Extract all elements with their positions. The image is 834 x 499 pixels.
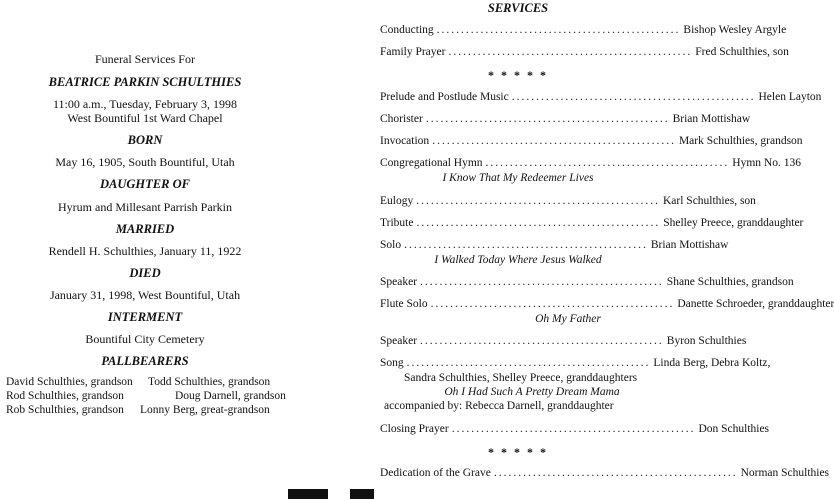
- leader-dots: ..................................................: [425, 113, 670, 125]
- service-place: West Bountiful 1st Ward Chapel: [67, 111, 223, 125]
- item-value: Fred Schulthies, son: [695, 46, 789, 58]
- item-value: Brian Mottishaw: [650, 239, 729, 251]
- leader-dots: ..................................................: [432, 135, 676, 147]
- leader-dots: ..................................................: [420, 335, 664, 347]
- item-label: Chorister: [380, 113, 423, 125]
- leader-dots: ..................................................: [451, 423, 696, 435]
- song-performers: Sandra Schulthies, Shelley Preece, granddaughters: [404, 372, 638, 384]
- scan-artifact: [350, 489, 374, 499]
- item-value: Don Schulthies: [698, 423, 770, 435]
- parents-text: Hyrum and Millesant Parrish Parkin: [58, 200, 232, 214]
- star-divider: * * * * *: [488, 68, 548, 82]
- item-value: Norman Schulthies: [740, 467, 830, 479]
- item-label: Closing Prayer: [380, 423, 449, 435]
- program-item-chorister: [380, 113, 751, 125]
- item-value: Hymn No. 136: [732, 157, 801, 169]
- leader-dots: ..................................................: [511, 91, 756, 103]
- leader-dots: ..................................................: [406, 357, 651, 369]
- program-item-closing-prayer: [380, 423, 770, 435]
- program-item-hymn: [380, 157, 801, 169]
- program-item-speaker: [380, 335, 747, 347]
- born-text: May 16, 1905, South Bountiful, Utah: [55, 155, 235, 169]
- leader-dots: ..................................................: [416, 195, 660, 207]
- item-label: Eulogy: [380, 195, 414, 207]
- leader-dots: ..................................................: [485, 157, 730, 169]
- pallbearer: Rod Schulthies, grandson: [6, 390, 124, 402]
- leader-dots: ..................................................: [493, 467, 738, 479]
- scan-artifact: [288, 489, 328, 499]
- program-item-speaker: [380, 276, 794, 288]
- item-value: Byron Schulthies: [666, 335, 747, 347]
- song-title: Oh I Had Such A Pretty Dream Mama: [444, 386, 620, 398]
- program-item-solo: [380, 239, 729, 251]
- program-item-conducting: [380, 24, 787, 36]
- item-value: Brian Mottishaw: [672, 113, 751, 125]
- leader-dots: ..................................................: [430, 298, 675, 310]
- leader-dots: ..................................................: [448, 46, 693, 58]
- program-item-dedication: [380, 467, 830, 479]
- item-value: Karl Schulthies, son: [662, 195, 756, 207]
- interment-text: Bountiful City Cemetery: [85, 332, 205, 346]
- item-value: Shelley Preece, granddaughter: [663, 217, 804, 229]
- services-heading: SERVICES: [487, 1, 549, 15]
- pallbearer: David Schulthies, grandson: [6, 376, 133, 388]
- intro-text: Funeral Services For: [95, 52, 195, 66]
- item-label: Dedication of the Grave: [380, 467, 491, 479]
- program-item-tribute: [380, 217, 804, 229]
- leader-dots: ..................................................: [436, 24, 681, 36]
- song-accompanist: accompanied by: Rebecca Darnell, granddaughter: [384, 400, 614, 412]
- item-label: Speaker: [380, 335, 418, 347]
- deceased-name: BEATRICE PARKIN SCHULTHIES: [48, 75, 242, 89]
- item-value: Danette Schroeder, granddaughter: [677, 298, 834, 310]
- leader-dots: ..................................................: [416, 217, 661, 229]
- pallbearer: Todd Schulthies, grandson: [148, 376, 271, 388]
- item-label: Speaker: [380, 276, 418, 288]
- item-label: Invocation: [380, 135, 430, 147]
- married-heading: MARRIED: [115, 222, 175, 236]
- pallbearer: Rob Schulthies, grandson: [6, 404, 124, 416]
- daughter-of-heading: DAUGHTER OF: [100, 177, 190, 191]
- item-label: Family Prayer: [380, 46, 446, 58]
- item-value: Mark Schulthies, grandson: [678, 135, 803, 147]
- flute-title: Oh My Father: [535, 313, 601, 325]
- program-item-invocation: [380, 135, 803, 147]
- item-label: Conducting: [380, 24, 434, 36]
- program-item-family-prayer: [380, 46, 789, 58]
- program-item-song: [380, 357, 771, 369]
- hymn-title: I Know That My Redeemer Lives: [442, 172, 594, 184]
- star-divider: * * * * *: [488, 445, 548, 459]
- pallbearers-heading: PALLBEARERS: [101, 354, 189, 368]
- item-label: Prelude and Postlude Music: [380, 91, 509, 103]
- died-heading: DIED: [129, 266, 161, 280]
- program-item-prelude: [380, 91, 822, 103]
- item-label: Solo: [380, 239, 402, 251]
- pallbearer: Doug Darnell, grandson: [175, 390, 286, 402]
- married-text: Rendell H. Schulthies, January 11, 1922: [48, 244, 242, 258]
- item-value: Linda Berg, Debra Koltz,: [653, 357, 771, 369]
- program-item-eulogy: [380, 195, 756, 207]
- solo-title: I Walked Today Where Jesus Walked: [434, 254, 602, 266]
- pallbearer: Lonny Berg, great-grandson: [140, 404, 270, 416]
- born-heading: BORN: [127, 133, 163, 147]
- item-label: Song: [380, 357, 404, 369]
- program-item-flute-solo: [380, 298, 834, 310]
- item-value: Shane Schulthies, grandson: [666, 276, 794, 288]
- item-label: Flute Solo: [380, 298, 428, 310]
- item-value: Bishop Wesley Argyle: [683, 24, 787, 36]
- died-text: January 31, 1998, West Bountiful, Utah: [49, 288, 241, 302]
- leader-dots: ..................................................: [420, 276, 664, 288]
- item-value: Helen Layton: [758, 91, 822, 103]
- leader-dots: ..................................................: [404, 239, 648, 251]
- item-label: Tribute: [380, 217, 414, 229]
- interment-heading: INTERMENT: [107, 310, 183, 324]
- item-label: Congregational Hymn: [380, 157, 483, 169]
- service-time: 11:00 a.m., Tuesday, February 3, 1998: [52, 97, 238, 111]
